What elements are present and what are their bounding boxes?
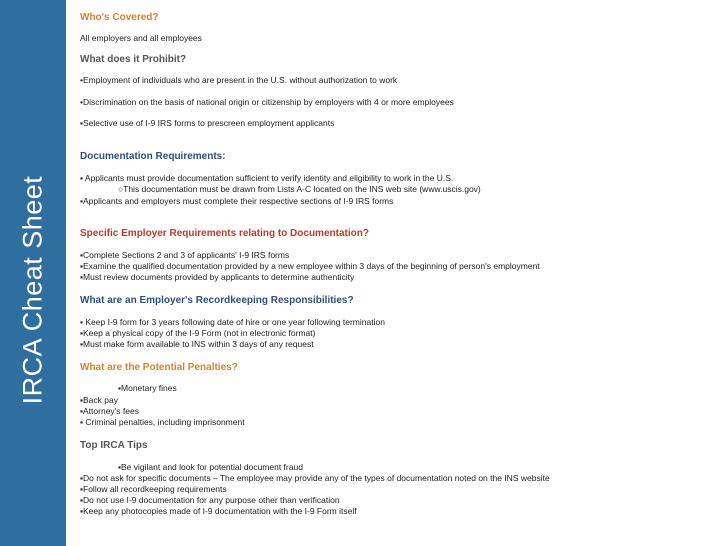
specific-item: ▪Examine the qualified documentation provided by a new employee within 3 days of the beginning of person's employment (80, 261, 540, 271)
tip-item: ▪Do not use I-9 documentation for any purpose other than verification (80, 495, 340, 505)
tip-item: ▪Keep any photocopies made of I-9 documentation with the I-9 Form itself (80, 506, 357, 516)
specific-item: ▪Must review documents provided by applicants to determine authenticity (80, 272, 355, 282)
heading-recordkeeping: What are an Employer's Recordkeeping Responsibilities? (80, 295, 354, 306)
penalty-item: ▪ Criminal penalties, including imprisonment (80, 417, 245, 427)
penalty-item: ▪Back pay (80, 395, 118, 405)
prohibit-item: ▪Selective use of I-9 IRS forms to prescreen employment applicants (80, 118, 335, 128)
covered-text: All employers and all employees (80, 33, 202, 43)
heading-whos-covered: Who's Covered? (80, 12, 159, 23)
penalty-item: ▪Attorney's fees (80, 406, 139, 416)
documentation-subitem: ○This documentation must be drawn from Lists A-C located on the INS web site (www.uscis.gov) (118, 184, 481, 194)
sidebar-title: IRCA Cheat Sheet (17, 175, 48, 405)
tip-item: ▪Do not ask for specific documents – The employee may provide any of the types of documentation noted on the INS website (80, 473, 550, 483)
sidebar-banner (0, 0, 66, 546)
heading-prohibit: What does it Prohibit? (80, 54, 187, 65)
tip-item: ▪Follow all recordkeeping requirements (80, 484, 227, 494)
recordkeeping-item: ▪Must make form available to INS within 3 days of any request (80, 339, 314, 349)
recordkeeping-item: ▪ Keep I-9 form for 3 years following date of hire or one year following termination (80, 317, 385, 327)
prohibit-item: •Employment of individuals who are present in the U.S. without authorization to work (80, 75, 398, 85)
heading-documentation: Documentation Requirements: (80, 151, 226, 162)
documentation-item: ▪Applicants and employers must complete their respective sections of I-9 IRS forms (80, 196, 394, 206)
penalty-item: ▪Monetary fines (118, 383, 177, 393)
prohibit-item: •Discrimination on the basis of national origin or citizenship by employers with 4 or more employees (80, 97, 454, 107)
heading-penalties: What are the Potential Penalties? (80, 362, 238, 373)
specific-item: ▪Complete Sections 2 and 3 of applicants' I-9 IRS forms (80, 250, 290, 260)
recordkeeping-item: ▪Keep a physical copy of the I-9 Form (not in electronic format) (80, 328, 316, 338)
tip-item: ▪Be vigilant and look for potential document fraud (118, 462, 303, 472)
documentation-item: ▪ Applicants must provide documentation sufficient to verify identity and eligibility to work in the U.S. (80, 173, 454, 183)
heading-tips: Top IRCA Tips (80, 440, 148, 451)
heading-specific-requirements: Specific Employer Requirements relating to Documentation? (80, 228, 369, 239)
